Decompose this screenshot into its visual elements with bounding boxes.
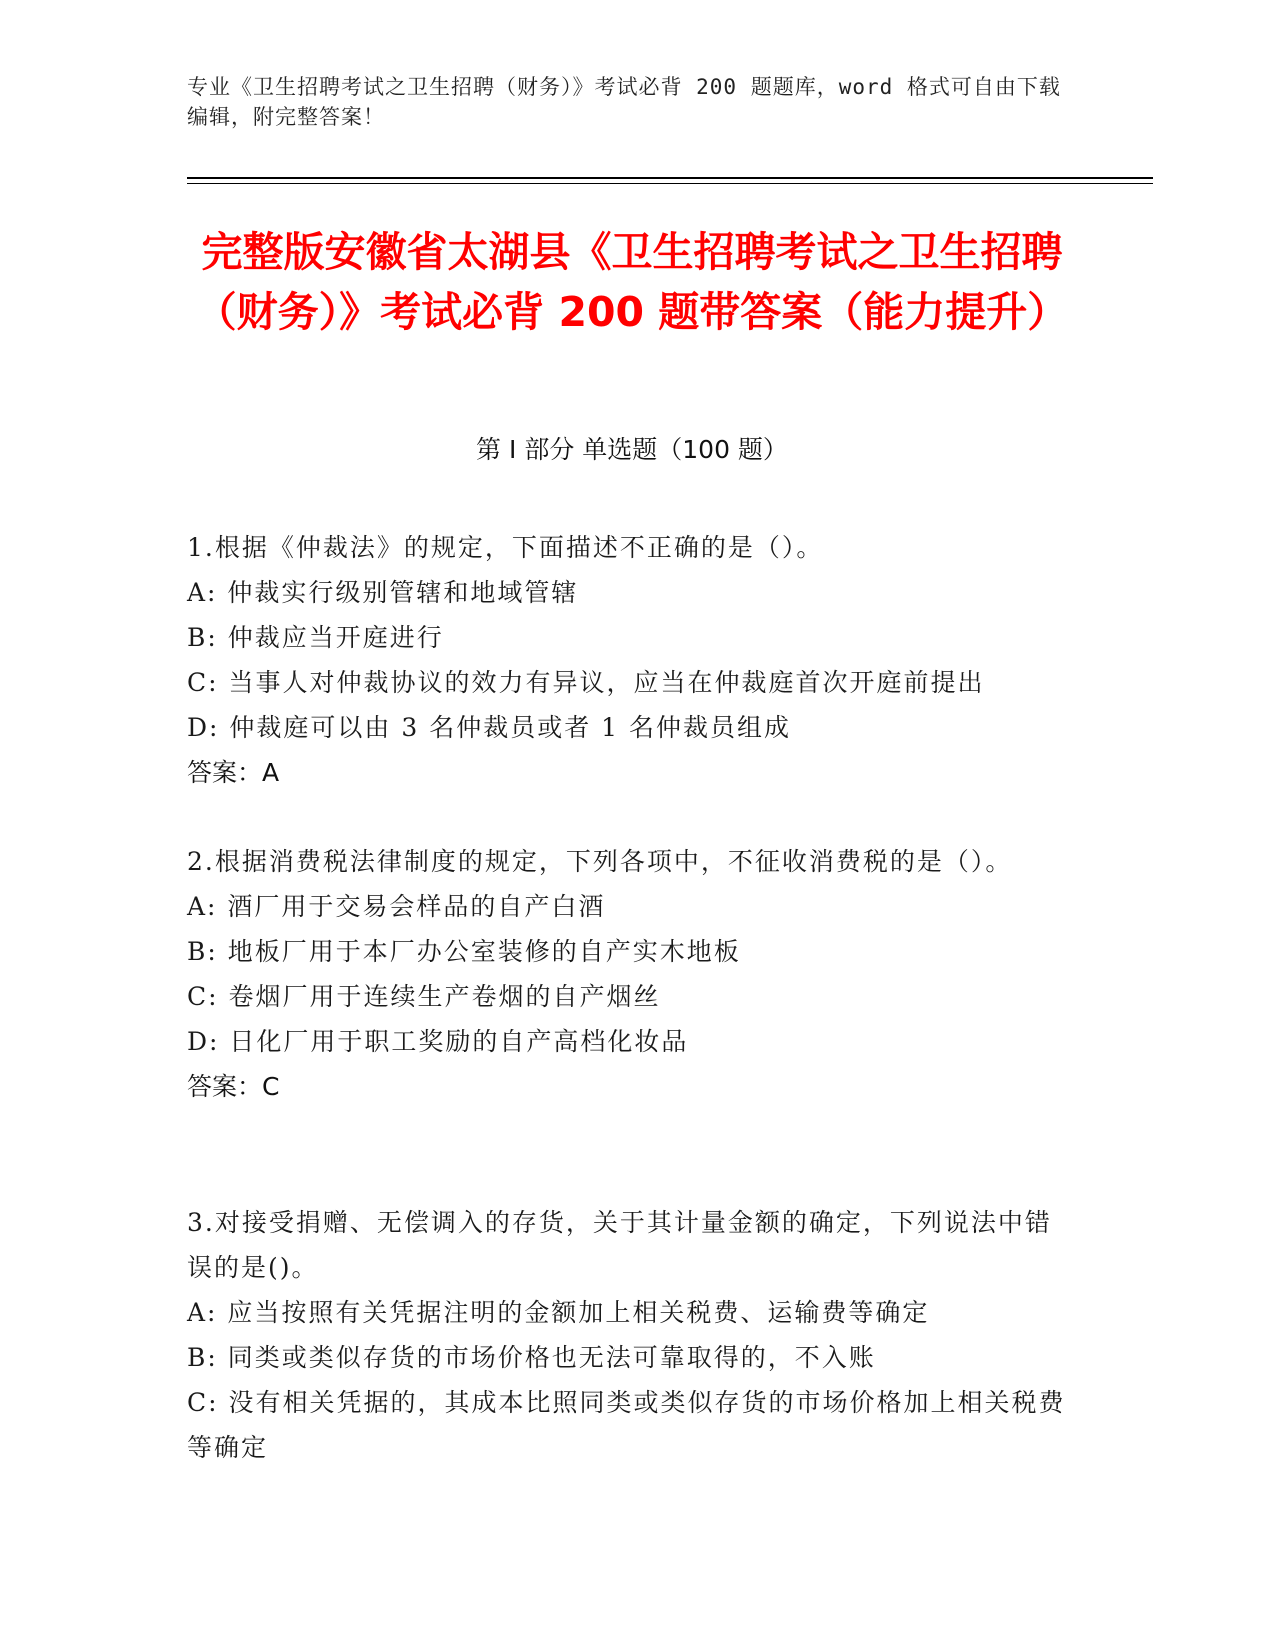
option-a: A: 仲裁实行级别管辖和地域管辖 — [187, 578, 579, 607]
question-3 — [187, 1200, 1067, 1470]
answer: 答案：C — [187, 1072, 280, 1101]
option-c: C: 卷烟厂用于连续生产卷烟的自产烟丝 — [187, 982, 661, 1011]
option-d: D: 仲裁庭可以由 3 名仲裁员或者 1 名仲裁员组成 — [187, 713, 792, 742]
question-stem: 1.根据《仲裁法》的规定，下面描述不正确的是（）。 — [187, 533, 824, 562]
question-stem: 3.对接受捐赠、无偿调入的存货，关于其计量金额的确定，下列说法中错误的是()。 — [187, 1208, 1052, 1282]
option-b: B: 仲裁应当开庭进行 — [187, 623, 444, 652]
question-2 — [187, 839, 1067, 1109]
document-title: 完整版安徽省太湖县《卫生招聘考试之卫生招聘（财务）》考试必背 200 题带答案（能力提升） — [195, 228, 1069, 336]
question-stem: 2.根据消费税法律制度的规定，下列各项中，不征收消费税的是（）。 — [187, 847, 1013, 876]
option-a: A: 应当按照有关凭据注明的金额加上相关税费、运输费等确定 — [187, 1298, 930, 1327]
option-c: C: 没有相关凭据的，其成本比照同类或类似存货的市场价格加上相关税费等确定 — [187, 1388, 1066, 1462]
section-heading: 第 I 部分 单选题（100 题） — [476, 435, 788, 464]
header-rule-thick — [187, 177, 1153, 179]
option-a: A: 酒厂用于交易会样品的自产白酒 — [187, 892, 606, 921]
option-b: B: 同类或类似存货的市场价格也无法可靠取得的，不入账 — [187, 1343, 876, 1372]
option-c: C: 当事人对仲裁协议的效力有异议，应当在仲裁庭首次开庭前提出 — [187, 668, 985, 697]
question-1 — [187, 525, 1067, 795]
option-d: D: 日化厂用于职工奖励的自产高档化妆品 — [187, 1027, 689, 1056]
header-rule-thin — [187, 183, 1153, 184]
option-b: B: 地板厂用于本厂办公室装修的自产实木地板 — [187, 937, 741, 966]
answer: 答案：A — [187, 758, 280, 787]
header-note: 专业《卫生招聘考试之卫生招聘（财务）》考试必背 200 题题库，word 格式可自由下载编辑，附完整答案！ — [187, 75, 1061, 129]
